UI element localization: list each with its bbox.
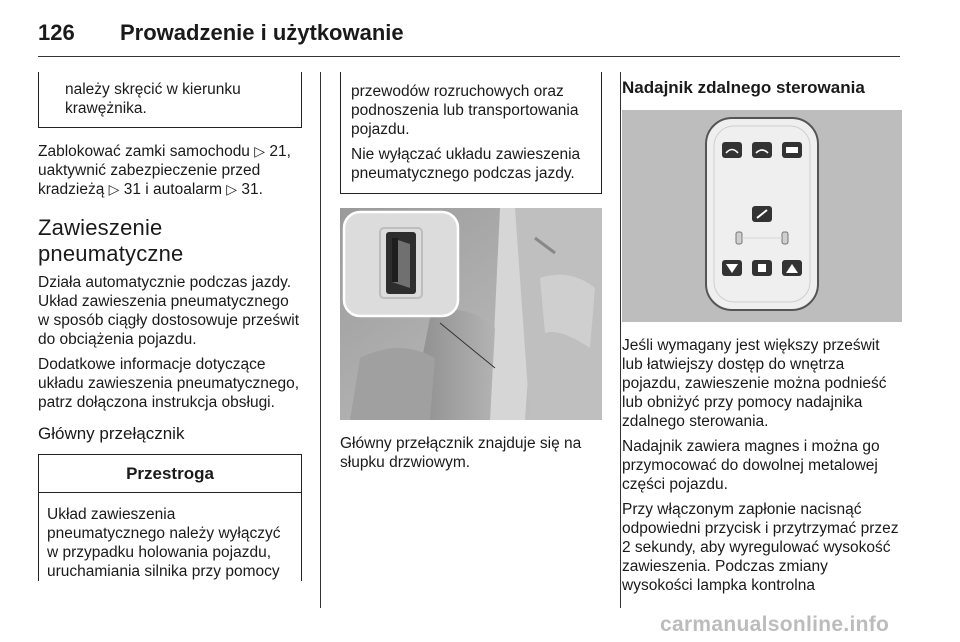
door-pillar-illustration [340,208,602,420]
caution-continuation-2: Nie wyłączać układu zawieszenia pneumatycznego podczas jazdy. [351,146,581,182]
caution-body: Układ zawieszenia pneumatycznego należy wyłączyć w przypadku holowania pojazdu, uruchamiania silnika przy pomocy [47,506,281,580]
column-divider-2 [620,72,621,608]
main-switch-photo [340,208,602,420]
page-header [38,14,908,54]
caution-box [38,454,302,581]
page-ref-21[interactable]: 21 [269,143,287,160]
heading-air-suspension: Zawieszenie pneumatyczne [38,215,184,266]
lock-text-1: Zablokować zamki samochodu [38,143,255,160]
remote-control-illustration [622,110,902,322]
page-ref-31a[interactable]: 31 [123,181,141,198]
remote-paragraph-1: Jeśli wymagany jest większy prześwit lub łatwiejszy dostęp do wnętrza pojazdu, zawieszenie można podnieść lub obniżyć przy pomocy nadajnika zdalnego sterowania. [622,337,887,430]
page-ref-31b[interactable]: 31 [241,181,259,198]
arrow-down-icon [722,260,742,276]
photo-caption: Główny przełącznik znajduje się na słupku drzwiowym. [340,435,582,471]
page-number: 126 [38,20,75,45]
remote-paragraph-2: Nadajnik zawiera magnes i można go przymocować do dowolnej metalowej części pojazdu. [622,438,880,493]
heading-main-switch: Główny przełącznik [38,424,185,443]
lock-text-4: . [258,181,263,198]
triangle-ref-icon: ▷ [226,181,238,197]
stop-icon [752,260,772,276]
suspension-paragraph-1: Działa automatycznie podczas jazdy. Układ zawieszenia pneumatycznego w sposób ciągły dostosowuje prześwit do obciążenia pojazdu. [38,274,300,348]
column-middle [340,72,602,478]
heading-remote-control: Nadajnik zdalnego sterowania [622,78,865,97]
warning-box-continuation [38,72,302,128]
header-rule [38,56,900,57]
remote-paragraph-3: Przy włączonym zapłonie nacisnąć odpowiedni przycisk i przytrzymać przez 2 sekundy, aby wyregulować wysokość zawieszenia. Podczas zmiany wysokości lampka kontrolna [622,501,899,594]
warning-box-text: należy skręcić w kierunku krawężnika. [65,81,241,117]
lock-paragraph [38,142,302,199]
caution-title: Przestroga [39,455,301,493]
remote-drawing [622,110,902,322]
caution-continuation-1: przewodów rozruchowych oraz podnoszenia lub transportowania pojazdu. [351,83,579,138]
triangle-ref-icon: ▷ [108,181,120,197]
car-raise-icon [722,142,742,158]
lock-text-2: , uaktywnić zabezpieczenie przed kradzieżą [38,143,291,198]
wrench-icon [752,206,772,222]
lock-text-3: i autoalarm [141,181,227,198]
van-icon [782,142,802,158]
page-title: Prowadzenie i użytkowanie [120,20,404,45]
column-left [38,72,302,581]
column-right [622,72,902,601]
watermark: carmanualsonline.info [660,613,890,636]
suspension-paragraph-2: Dodatkowe informacje dotyczące układu zawieszenia pneumatycznego, patrz dołączona instrukcja obsługi. [38,356,300,411]
car-lower-icon [752,142,772,158]
arrow-up-icon [782,260,802,276]
column-divider-1 [320,72,321,608]
caution-box-continuation [340,72,602,194]
triangle-ref-icon: ▷ [254,143,266,159]
